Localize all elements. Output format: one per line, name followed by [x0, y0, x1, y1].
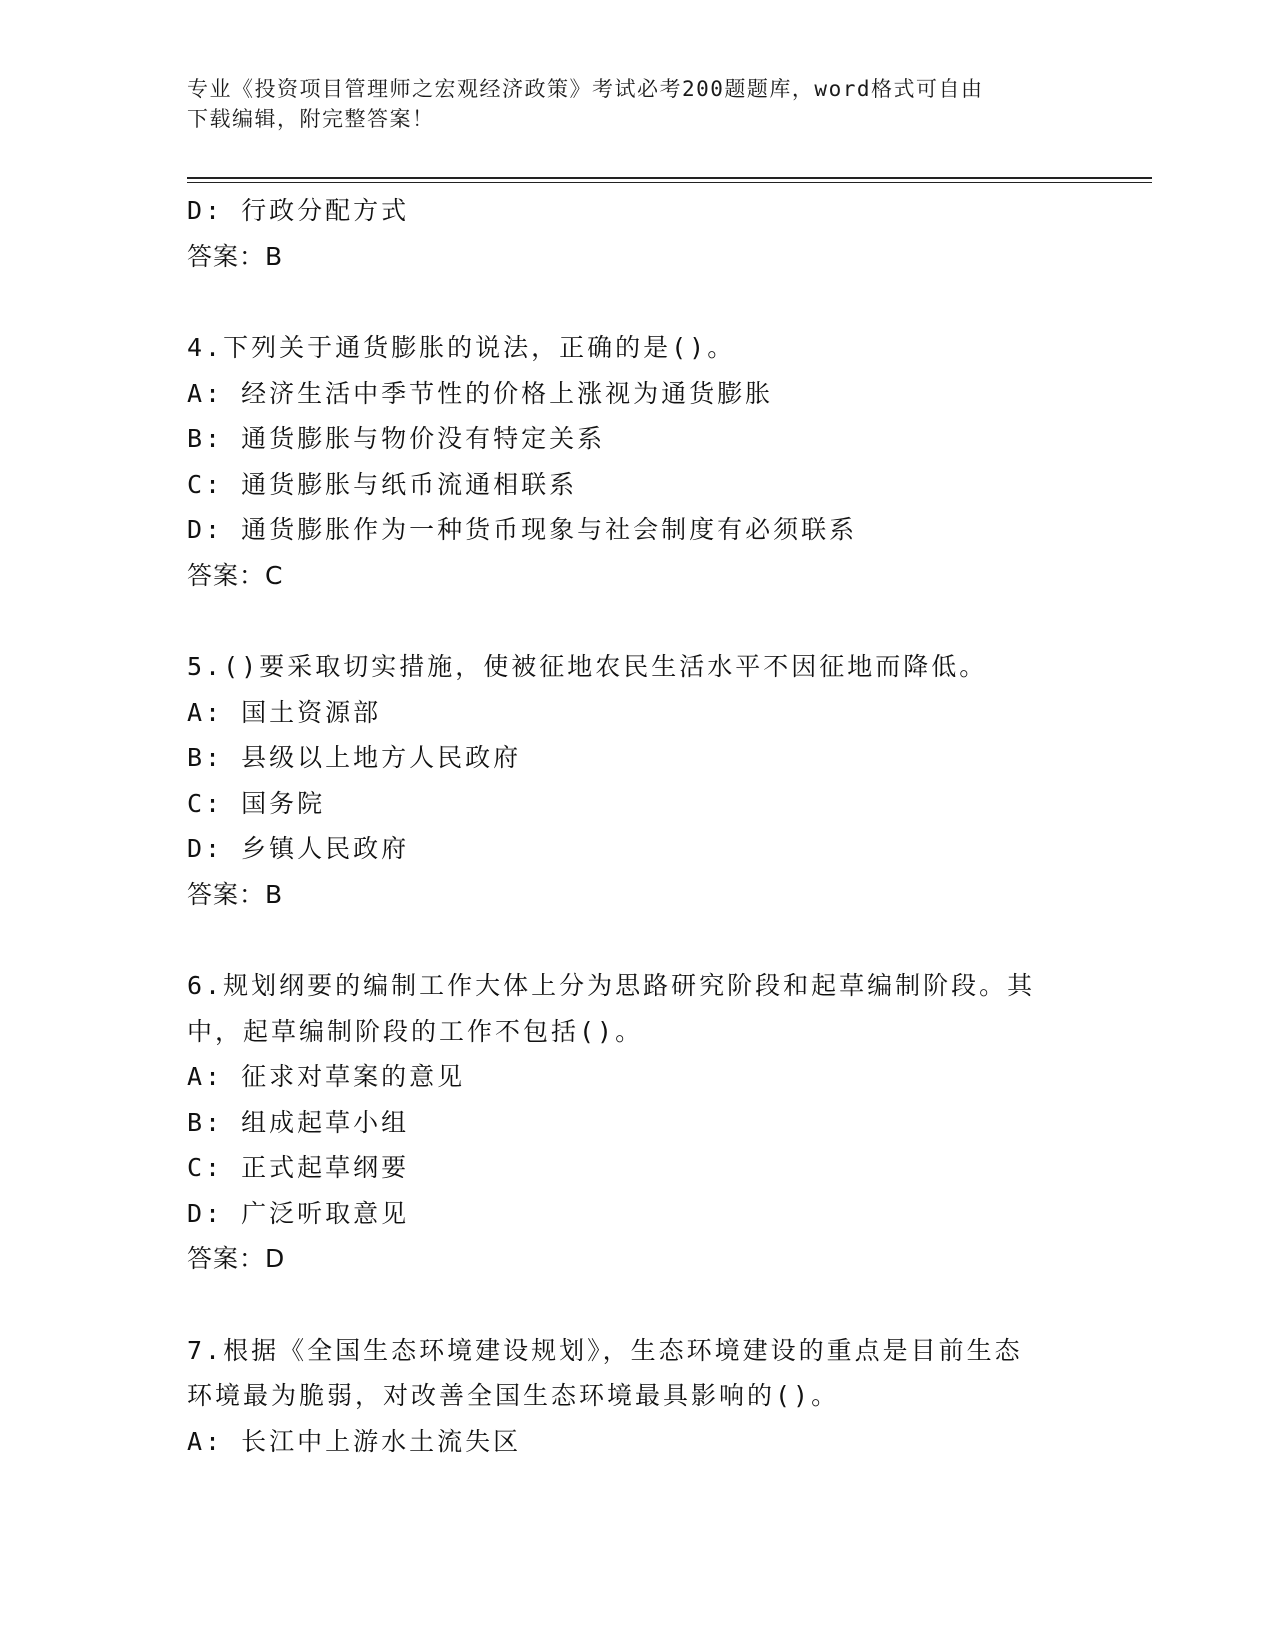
option-d: D: 乡镇人民政府 — [187, 834, 410, 863]
answer-line: 答案：B — [187, 879, 284, 909]
option-b: B: 通货膨胀与物价没有特定关系 — [187, 424, 606, 453]
document-header — [187, 74, 1067, 134]
option-d: D: 行政分配方式 — [187, 196, 410, 225]
option-d: D: 广泛听取意见 — [187, 1198, 410, 1228]
question-text-line-2: 中，起草编制阶段的工作不包括()。 — [187, 1016, 644, 1046]
question-5 — [187, 644, 1087, 917]
option-a: A: 长江中上游水土流失区 — [187, 1426, 522, 1456]
carryover-block — [187, 188, 1087, 279]
option-a: A: 国土资源部 — [187, 697, 382, 727]
question-4 — [187, 325, 1087, 598]
option-c: C: 通货膨胀与纸币流通相联系 — [187, 469, 578, 499]
option-a: A: 征求对草案的意见 — [187, 1062, 466, 1091]
header-divider-thick — [187, 177, 1152, 179]
header-line-2: 下载编辑，附完整答案！ — [187, 107, 435, 131]
question-6 — [187, 963, 1087, 1282]
question-text: 4.下列关于通货膨胀的说法，正确的是()。 — [187, 333, 736, 362]
header-line-1: 专业《投资项目管理师之宏观经济政策》考试必考200题题库，word格式可自由 — [187, 77, 984, 101]
question-7 — [187, 1328, 1087, 1465]
option-a: A: 经济生活中季节性的价格上涨视为通货膨胀 — [187, 378, 774, 408]
question-text-line-1: 6.规划纲要的编制工作大体上分为思路研究阶段和起草编制阶段。其 — [187, 971, 1036, 1000]
question-content — [187, 188, 1087, 1464]
question-text-line-1: 7.根据《全国生态环境建设规划》，生态环境建设的重点是目前生态 — [187, 1335, 1023, 1365]
option-c: C: 正式起草纲要 — [187, 1153, 410, 1182]
answer-line: 答案：D — [187, 1244, 286, 1273]
header-divider-thin — [187, 182, 1152, 183]
option-b: B: 组成起草小组 — [187, 1107, 410, 1137]
answer-line: 答案：C — [187, 560, 284, 590]
option-b: B: 县级以上地方人民政府 — [187, 743, 522, 772]
question-text-line-2: 环境最为脆弱，对改善全国生态环境最具影响的()。 — [187, 1381, 840, 1410]
answer-line: 答案：B — [187, 241, 284, 271]
option-c: C: 国务院 — [187, 788, 326, 818]
question-text: 5.()要采取切实措施，使被征地农民生活水平不因征地而降低。 — [187, 652, 988, 681]
option-d: D: 通货膨胀作为一种货币现象与社会制度有必须联系 — [187, 515, 858, 544]
